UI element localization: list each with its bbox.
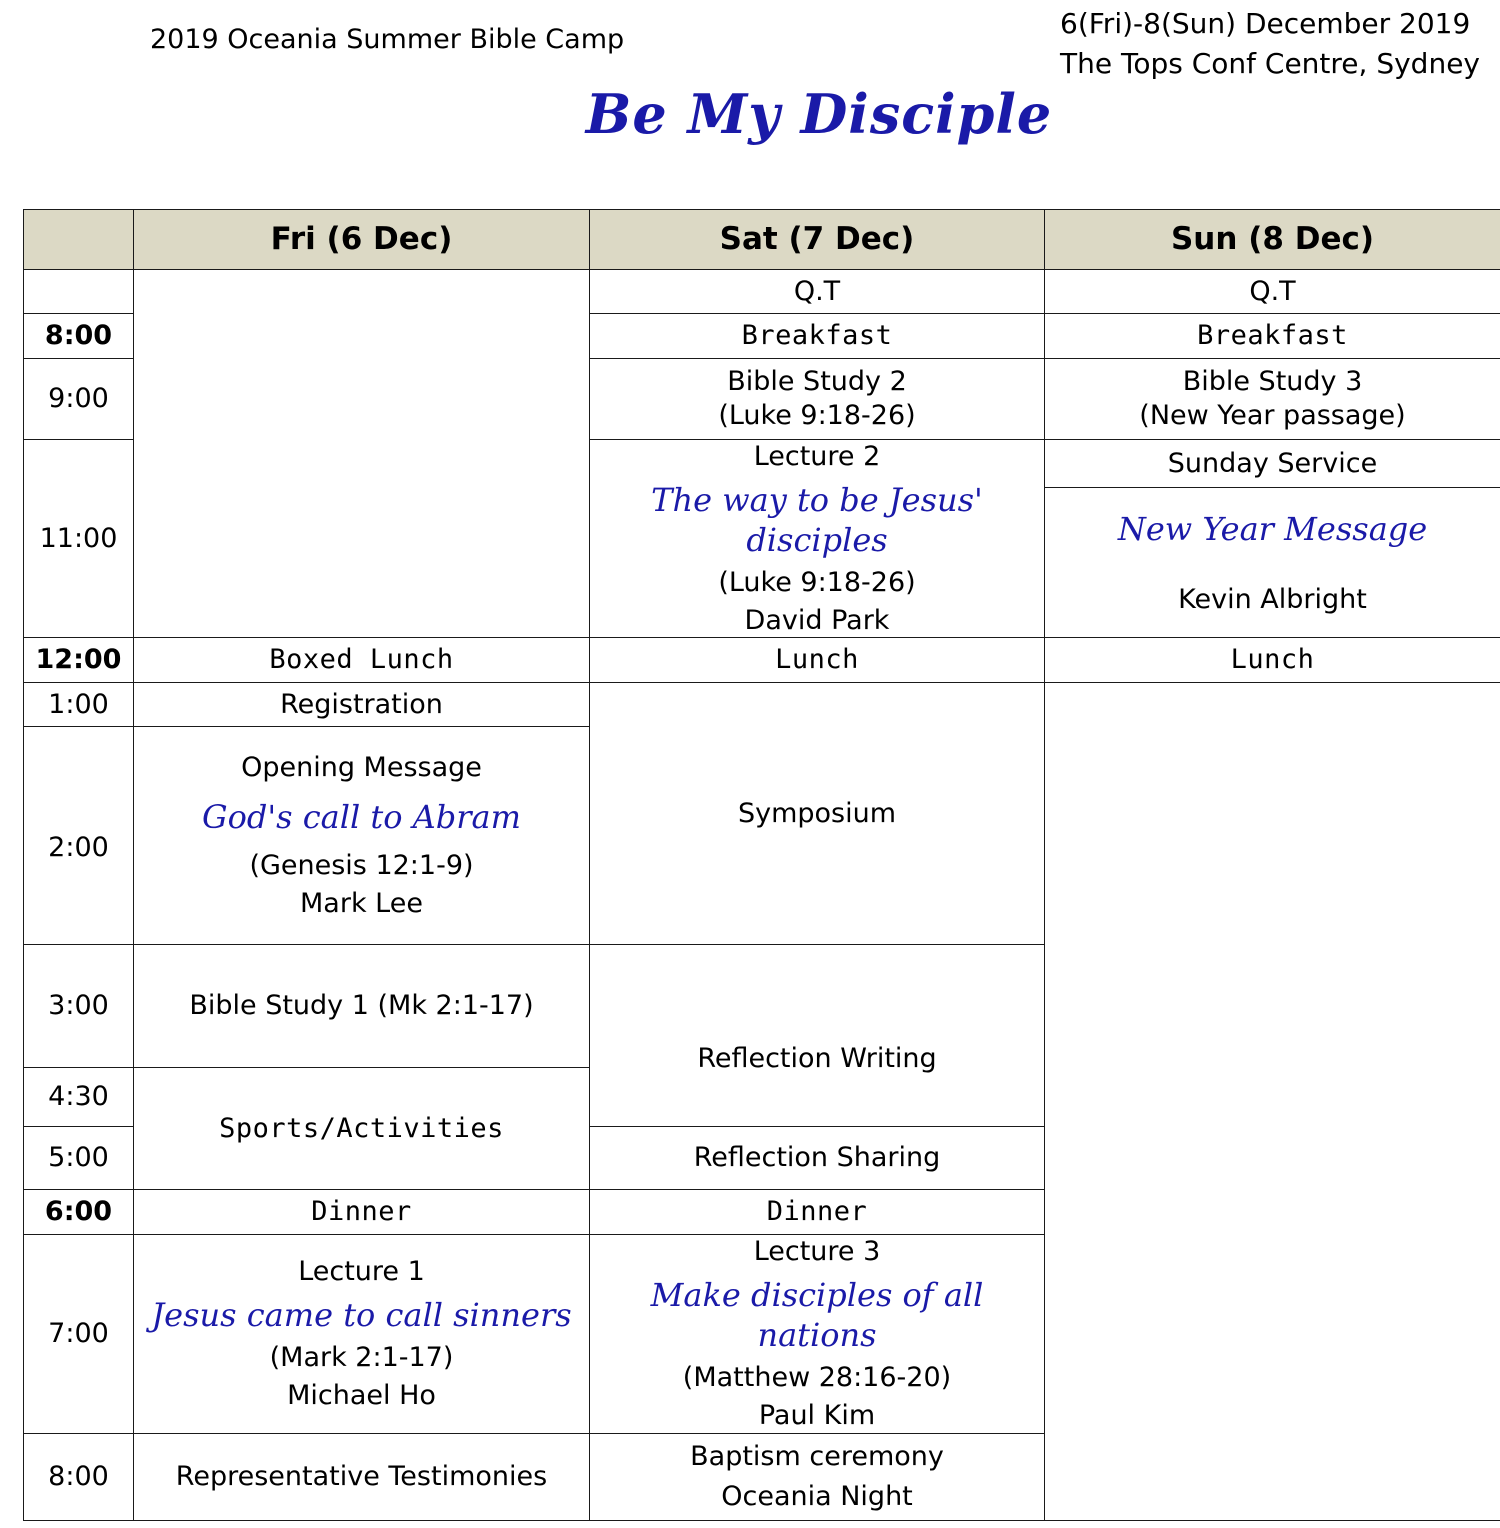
time-cell: 6:00 [24,1190,134,1235]
sat-lecture-2-passage: (Luke 9:18-26) [718,566,916,598]
sat-qt: Q.T [590,270,1045,314]
fri-opening-passage: (Genesis 12:1-9) [249,849,474,881]
fri-lecture-1-theme: Jesus came to call sinners [151,1296,572,1334]
time-cell: 5:00 [24,1127,134,1190]
time-cell: 1:00 [24,683,134,727]
header-row [24,210,1500,270]
time-cell: 8:00 [24,1433,134,1520]
sun-service: Sunday Service [1045,440,1500,488]
sun-bible-study-title: Bible Study 3 [1182,366,1363,398]
sat-lecture-2-speaker: David Park [744,604,890,636]
time-cell: 8:00 [24,314,134,359]
sat-breakfast: Breakfast [590,314,1045,359]
fri-lecture-1 [134,1235,590,1433]
sat-evening [590,1433,1045,1520]
column-header-fri: Fri (6 Dec) [134,210,590,270]
sun-qt: Q.T [1045,270,1500,314]
camp-theme-title: Be My Disciple [585,82,1053,146]
camp-venue: The Tops Conf Centre, Sydney [1060,47,1480,80]
sat-lecture-3-title: Lecture 3 [753,1236,881,1268]
sat-lecture-3-passage: (Matthew 28:16-20) [682,1362,952,1393]
sat-lecture-3-theme: Make disciples of all nations [650,1276,984,1354]
sat-bible-study-passage: (Luke 9:18-26) [718,400,916,431]
sat-lecture-2-theme: The way to be Jesus' disciples [651,480,983,559]
time-cell: 7:00 [24,1235,134,1433]
fri-registration: Registration [134,683,590,727]
sat-bible-study-title: Bible Study 2 [727,366,907,398]
sat-dinner: Dinner [590,1190,1045,1235]
time-cell: 9:00 [24,359,134,440]
sun-bible-study-passage: (New Year passage) [1139,400,1406,431]
fri-lunch: Boxed Lunch [134,638,590,683]
fri-dinner: Dinner [134,1190,590,1235]
time-cell [24,270,134,314]
camp-dates: 6(Fri)-8(Sun) December 2019 [1060,7,1471,40]
sun-afternoon-empty [1045,683,1500,1520]
fri-evening: Representative Testimonies [134,1433,590,1520]
sun-lunch: Lunch [1045,638,1500,683]
table-row [24,638,1500,683]
sat-lecture-3 [590,1235,1045,1433]
fri-morning-empty [134,270,590,638]
sun-breakfast: Breakfast [1045,314,1500,359]
sat-lecture-3-speaker: Paul Kim [758,1399,876,1431]
fri-opening-title: Opening Message [241,752,482,784]
fri-lecture-1-title: Lecture 1 [298,1256,425,1288]
sat-lecture-2-title: Lecture 2 [753,441,881,472]
sat-evening-night: Oceania Night [721,1480,913,1512]
fri-sports: Sports/Activities [134,1068,590,1190]
sun-message [1045,487,1500,637]
sat-lecture-2 [590,440,1045,638]
sat-symposium: Symposium [590,683,1045,945]
time-cell: 4:30 [24,1068,134,1127]
table-row [24,270,1500,314]
column-header-sun: Sun (8 Dec) [1045,210,1500,270]
sun-message-speaker: Kevin Albright [1178,583,1367,615]
fri-opening-theme: God's call to Abram [202,797,521,836]
time-cell: 11:00 [24,440,134,638]
fri-opening-speaker: Mark Lee [300,887,423,919]
date-venue-block [1060,4,1480,84]
sun-message-theme: New Year Message [1117,509,1428,548]
sat-lunch: Lunch [590,638,1045,683]
column-header-sat: Sat (7 Dec) [590,210,1045,270]
sat-bible-study [590,359,1045,440]
time-cell: 3:00 [24,945,134,1068]
sun-bible-study [1045,359,1500,440]
schedule-table [23,209,1500,1521]
sat-evening-baptism: Baptism ceremony [690,1440,944,1472]
time-cell: 12:00 [24,638,134,683]
sat-reflection-sharing: Reflection Sharing [590,1127,1045,1190]
fri-bible-study: Bible Study 1 (Mk 2:1-17) [134,945,590,1068]
fri-lecture-1-speaker: Michael Ho [287,1379,436,1411]
camp-name: 2019 Oceania Summer Bible Camp [150,24,625,55]
sat-reflection-writing: Reflection Writing [590,945,1045,1127]
fri-opening-message [134,727,590,945]
time-column-header [24,210,134,270]
table-row [24,683,1500,727]
fri-lecture-1-passage: (Mark 2:1-17) [269,1342,454,1373]
time-cell: 2:00 [24,727,134,945]
